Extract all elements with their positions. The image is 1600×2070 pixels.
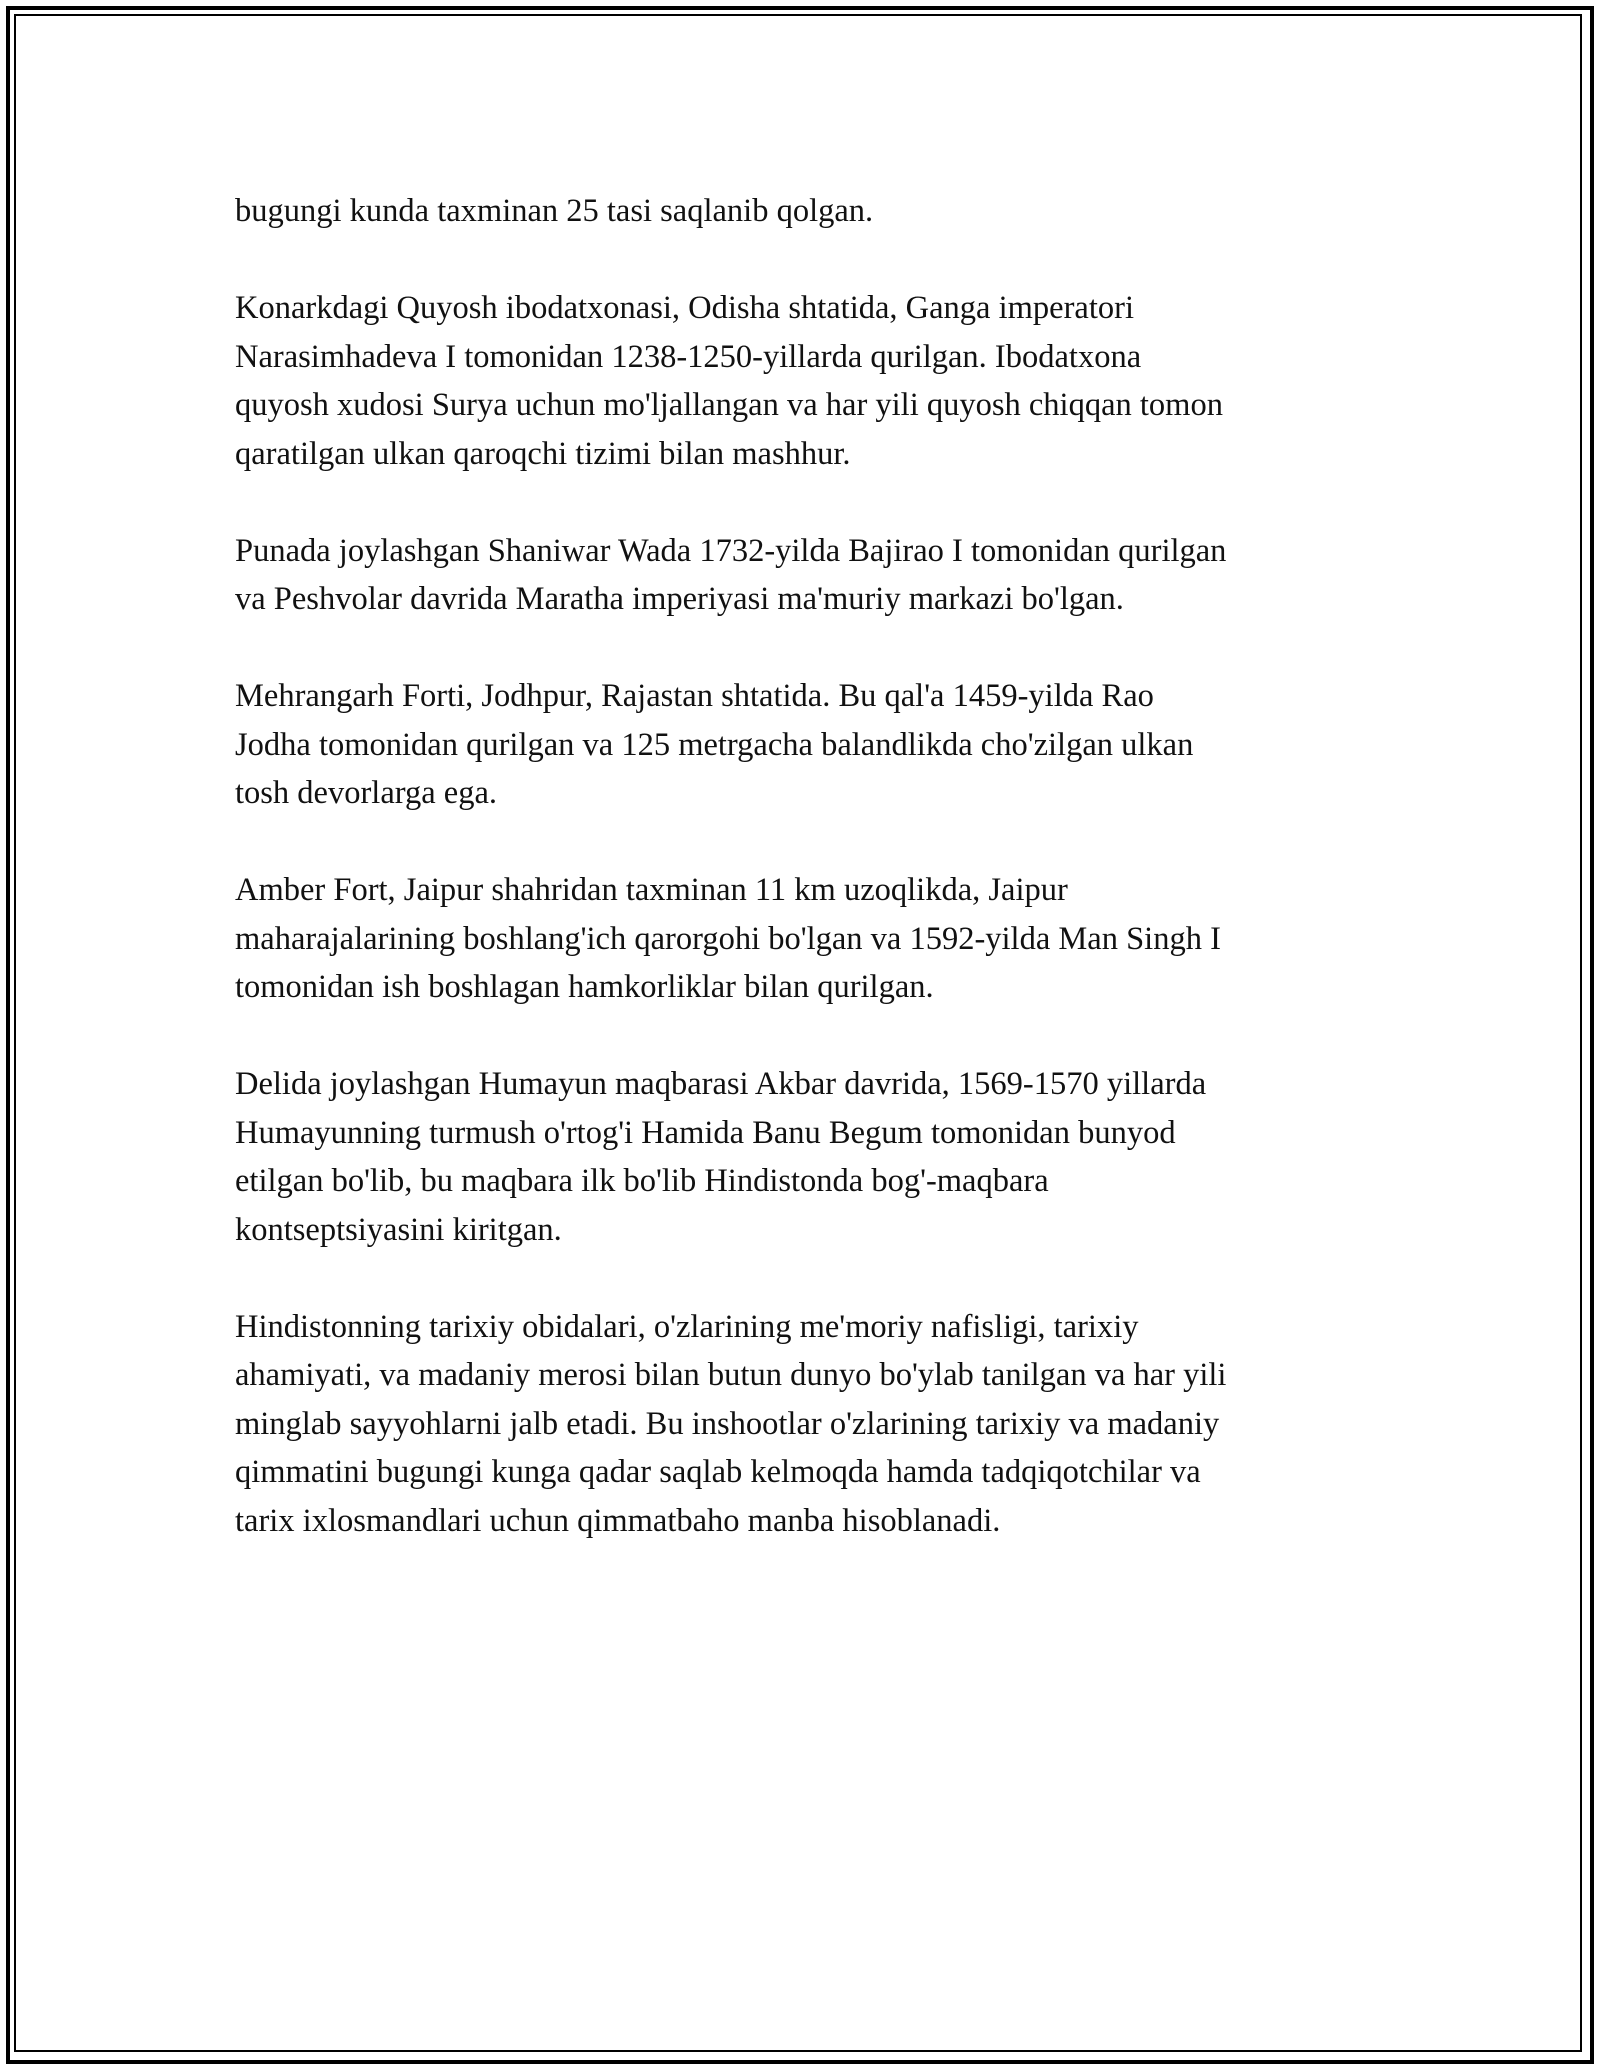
text-line: tarix ixlosmandlari uchun qimmatbaho manba hisoblanadi. [235,1502,1001,1539]
document-body [235,187,1365,1594]
text-line: Narasimhadeva I tomonidan 1238-1250-yillarda qurilgan. Ibodatxona [235,338,1142,375]
text-line: ahamiyati, va madaniy merosi bilan butun dunyo bo'ylab tanilgan va har yili [235,1357,1227,1393]
text-line: Delida joylashgan Humayun maqbarasi Akbar davrida, 1569-1570 yillarda [235,1066,1207,1102]
text-line: bugungi kunda taxminan 25 tasi saqlanib qolgan. [235,193,874,229]
text-line: maharajalarining boshlang'ich qarorgohi bo'lgan va 1592-yilda Man Singh I [235,920,1221,957]
text-line: etilgan bo'lib, bu maqbara ilk bo'lib Hindistonda bog'-maqbara [235,1163,1049,1199]
text-line: Humayunning turmush o'rtog'i Hamida Banu Begum tomonidan bunyod [235,1114,1176,1151]
text-line: Jodha tomonidan qurilgan va 125 metrgacha balandlikda cho'zilgan ulkan [235,726,1194,763]
paragraph-amber-fort [235,866,1365,1012]
paragraph-shaniwar-wada [235,527,1365,624]
text-line: Konarkdagi Quyosh ibodatxonasi, Odisha shtatida, Ganga imperatori [235,290,1134,326]
text-line: tomonidan ish boshlagan hamkorliklar bilan qurilgan. [235,969,934,1005]
text-line: Punada joylashgan Shaniwar Wada 1732-yilda Bajirao I tomonidan qurilgan [235,532,1227,569]
text-line: Amber Fort, Jaipur shahridan taxminan 11 km uzoqlikda, Jaipur [235,872,1068,908]
text-line: Hindistonning tarixiy obidalari, o'zlarining me'moriy nafisligi, tarixiy [235,1308,1139,1345]
text-line: va Peshvolar davrida Maratha imperiyasi ma'muriy markazi bo'lgan. [235,581,1124,617]
paragraph-humayun-tomb [235,1060,1365,1254]
paragraph-conclusion [235,1303,1365,1546]
text-line: minglab sayyohlarni jalb etadi. Bu inshootlar o'zlarining tarixiy va madaniy [235,1405,1220,1442]
paragraph-continuation [235,187,1365,236]
text-line: kontseptsiyasini kiritgan. [235,1211,562,1248]
text-line: qimmatini bugungi kunga qadar saqlab kelmoqda hamda tadqiqotchilar va [235,1454,1201,1490]
text-line: quyosh xudosi Surya uchun mo'ljallangan va har yili quyosh chiqqan tomon [235,387,1223,423]
text-line: tosh devorlarga ega. [235,775,498,811]
paragraph-mehrangarh-fort [235,672,1365,818]
text-line: Mehrangarh Forti, Jodhpur, Rajastan shtatida. Bu qal'a 1459-yilda Rao [235,678,1154,714]
text-line: qaratilgan ulkan qaroqchi tizimi bilan mashhur. [235,435,851,472]
paragraph-konark-sun-temple [235,284,1365,478]
